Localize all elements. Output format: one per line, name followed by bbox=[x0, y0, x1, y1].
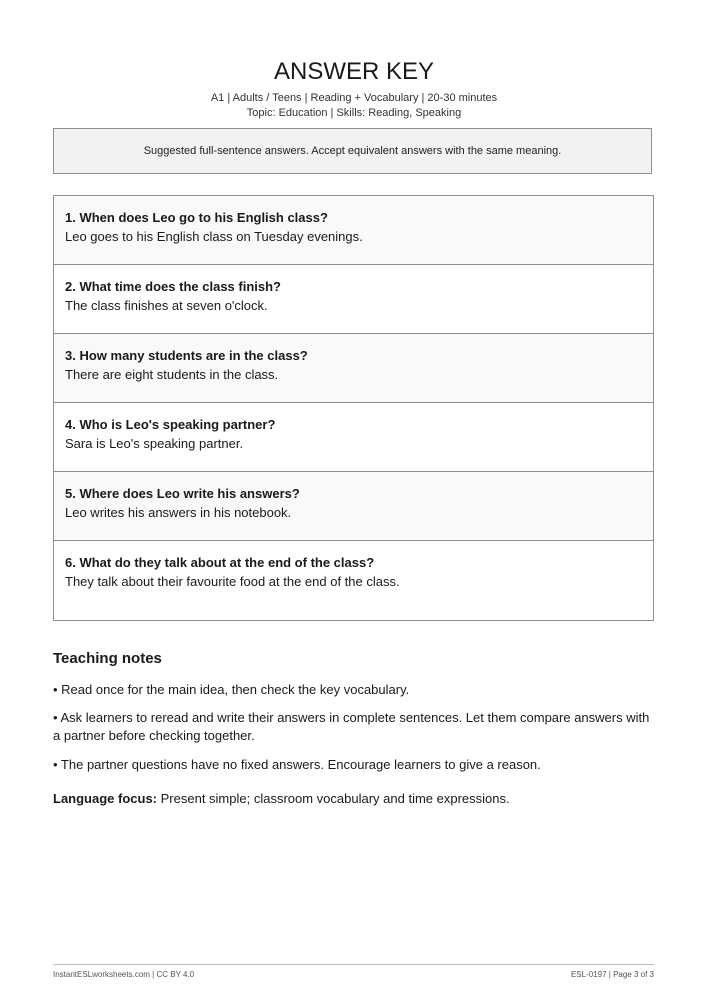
answer-list bbox=[53, 195, 654, 621]
answer-text: They talk about their favourite food at the end of the class. bbox=[65, 574, 400, 589]
footer-page-number: ESL-0197 | Page 3 of 3 bbox=[570, 970, 654, 979]
instructions-box bbox=[53, 128, 652, 174]
instructions-text: Suggested full-sentence answers. Accept equivalent answers with the same meaning. bbox=[143, 145, 562, 157]
question-text: 6. What do they talk about at the end of the class? bbox=[65, 555, 375, 570]
question-text: 3. How many students are in the class? bbox=[65, 348, 308, 363]
worksheet-meta-topic: Topic: Education | Skills: Reading, Speaking bbox=[246, 107, 462, 119]
language-focus bbox=[53, 790, 653, 808]
question-text: 5. Where does Leo write his answers? bbox=[65, 486, 300, 501]
footer-divider bbox=[53, 964, 654, 965]
answer-item-6 bbox=[54, 541, 653, 620]
teaching-note-item: • Ask learners to reread and write their answers in complete sentences. Let them compare answers with a partner before checking together. bbox=[53, 710, 650, 743]
worksheet-meta-level: A1 | Adults / Teens | Reading + Vocabulary | 20-30 minutes bbox=[210, 92, 498, 104]
answer-item-5 bbox=[54, 472, 653, 541]
question-text: 1. When does Leo go to his English class? bbox=[65, 210, 328, 225]
answer-text: Leo goes to his English class on Tuesday evenings. bbox=[65, 229, 363, 244]
answer-item-1 bbox=[54, 196, 653, 265]
question-text: 2. What time does the class finish? bbox=[65, 279, 281, 294]
page-title: ANSWER KEY bbox=[273, 58, 435, 85]
answer-item-3 bbox=[54, 334, 653, 403]
teaching-note-item: • The partner questions have no fixed answers. Encourage learners to give a reason. bbox=[53, 757, 541, 772]
answer-item-2 bbox=[54, 265, 653, 334]
answer-item-4 bbox=[54, 403, 653, 472]
language-focus-text: Present simple; classroom vocabulary and time expressions. bbox=[157, 791, 510, 806]
language-focus-label: Language focus: bbox=[53, 791, 158, 806]
question-text: 4. Who is Leo's speaking partner? bbox=[65, 417, 276, 432]
answer-text: The class finishes at seven o'clock. bbox=[65, 298, 268, 313]
answer-text: Leo writes his answers in his notebook. bbox=[65, 505, 292, 520]
footer-source: InstantESLworksheets.com | CC BY 4.0 bbox=[53, 970, 195, 979]
teaching-note-item: • Read once for the main idea, then check the key vocabulary. bbox=[53, 682, 410, 697]
answer-text: Sara is Leo's speaking partner. bbox=[65, 436, 244, 451]
teaching-notes-heading: Teaching notes bbox=[53, 650, 162, 667]
answer-text: There are eight students in the class. bbox=[65, 367, 279, 382]
